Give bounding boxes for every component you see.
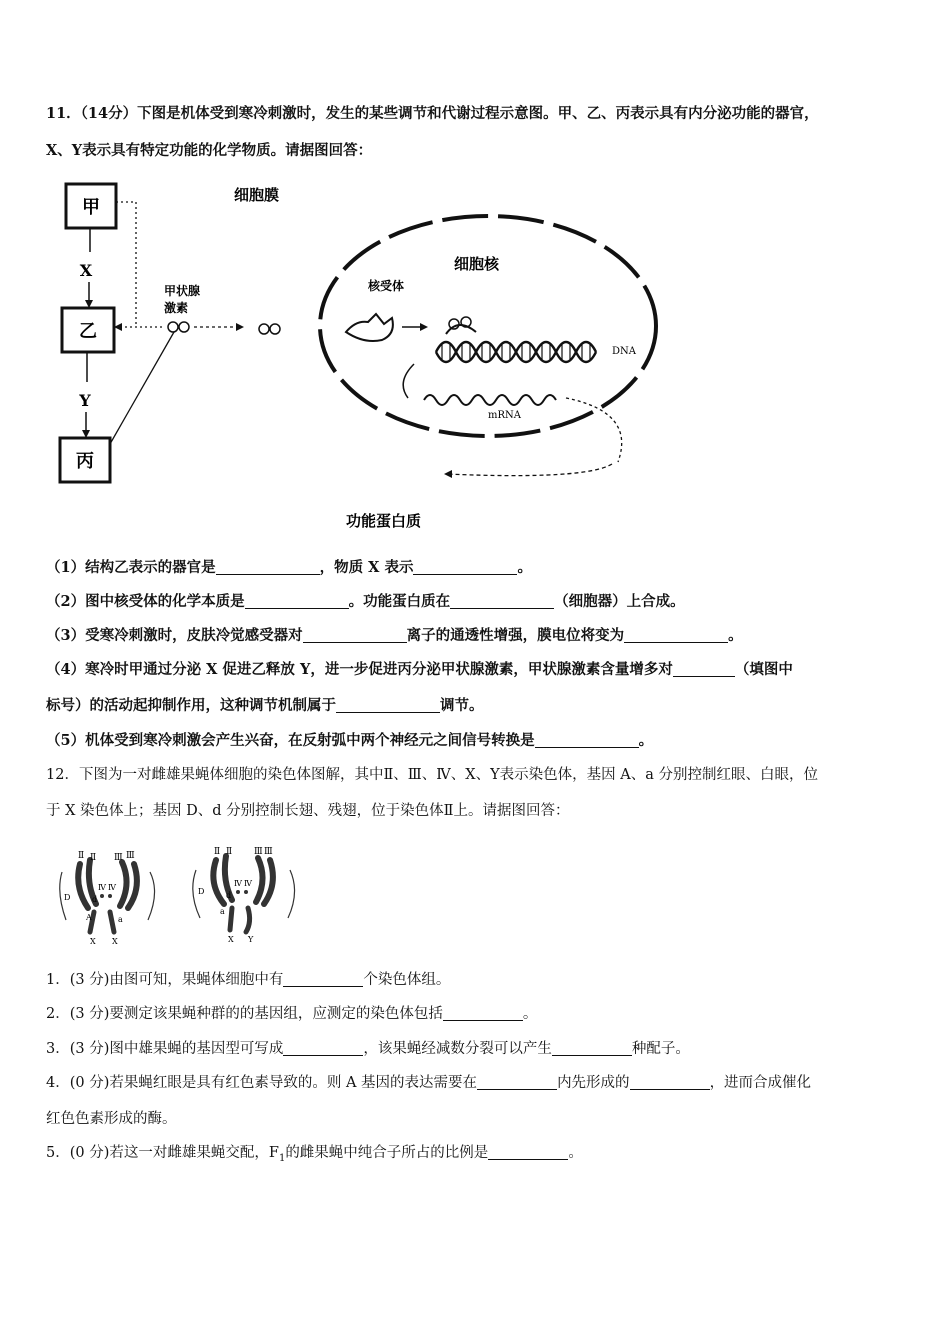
dna-helix	[436, 342, 596, 362]
female-label-X1: X	[90, 937, 96, 946]
q12-s1	[46, 970, 916, 990]
male-label-III-1: Ⅲ	[254, 847, 263, 857]
female-label-D: D	[64, 893, 71, 902]
q12-s1-blank1[interactable]	[283, 971, 363, 987]
q12-s5-blank1[interactable]	[488, 1144, 568, 1160]
label-y: Y	[79, 391, 91, 410]
female-label-X2: X	[112, 937, 118, 946]
q11-p5	[46, 731, 916, 751]
q11-p1-blank2[interactable]	[413, 559, 517, 575]
male-label-D: D	[198, 887, 205, 896]
male-label-X: X	[228, 935, 234, 944]
q12-s2-text-a: 2．(3 分)要测定该果蝇种群的的基因组，应测定的染色体包括	[46, 1006, 443, 1022]
label-x: X	[79, 261, 93, 280]
q12-s5	[46, 1143, 916, 1169]
q11-p2-blank2[interactable]	[450, 593, 554, 609]
male-label-II-1: Ⅱ	[214, 847, 221, 857]
q11-p1-text-c: 。	[517, 559, 532, 576]
q11-p5-blank1[interactable]	[535, 732, 639, 748]
q12-s5-text-c: 。	[568, 1145, 583, 1161]
male-karyotype	[193, 856, 295, 932]
q11-p4-blank1[interactable]	[673, 661, 735, 677]
q12-s4-text-b: 内先形成的	[557, 1075, 630, 1091]
male-label-d: d	[226, 891, 232, 900]
q11-p4-text-c: 标号）的活动起抑制作用，这种调节机制属于	[46, 697, 336, 714]
female-karyotype	[60, 860, 155, 932]
female-label-IV-1: Ⅳ	[98, 883, 106, 892]
q11-p3-text-c: 。	[728, 627, 743, 644]
male-label-IV-1: Ⅳ	[234, 879, 242, 888]
q11-p5-text-a: （5）机体受到寒冷刺激会产生兴奋，在反射弧中两个神经元之间信号转换是	[46, 732, 535, 749]
q12-s3-text-a: 3．(3 分)图中雄果蝇的基因型可写成	[46, 1041, 284, 1057]
q12-s4-line1	[46, 1073, 916, 1093]
q12-intro-line2: 于 X 染色体上；基因 D、d 分别控制长翅、残翅，位于染色体Ⅱ上。请据图回答：	[46, 803, 570, 819]
q12-s3-blank2[interactable]	[552, 1040, 632, 1056]
q11-intro-line2: X、Y表示具有特定功能的化学物质。请据图回答：	[46, 142, 373, 159]
q11-p1-blank1[interactable]	[216, 559, 320, 575]
hormone-label-2: 激素	[164, 301, 189, 315]
q11-p3-blank2[interactable]	[624, 627, 728, 643]
q12-s4-blank2[interactable]	[630, 1074, 710, 1090]
q12-s1-text-b: 个染色体组。	[363, 972, 451, 988]
q11-p2-text-a: （2）图中核受体的化学本质是	[46, 593, 245, 610]
q11-p4-line2	[46, 696, 916, 716]
female-label-II-2: Ⅱ	[90, 853, 97, 863]
hormone-label-1: 甲状腺	[164, 284, 201, 298]
q12-s1-text-a: 1．(3 分)由图可知，果蝇体细胞中有	[46, 972, 284, 988]
q12-s5-text-a: 5．(0 分)若这一对雌雄果蝇交配，F	[46, 1145, 279, 1161]
q11-p4-text-b: （填图中	[734, 661, 793, 678]
q12-s4-text-c: ，进而合成催化	[709, 1075, 812, 1091]
q11-intro-line1: 11．（14分）下图是机体受到寒冷刺激时，发生的某些调节和代谢过程示意图。甲、乙、丙表示具有内分泌功能的器官，	[46, 105, 819, 122]
q12-s4-line2: 红色色素形成的酶。	[46, 1111, 177, 1127]
q11-p2-text-b: 。功能蛋白质在	[348, 593, 451, 610]
q11-p3-blank1[interactable]	[303, 627, 407, 643]
receptor-label: 核受体	[368, 279, 405, 293]
q12-s2-text-b: 。	[522, 1006, 538, 1022]
q12-s3-blank1[interactable]	[283, 1040, 363, 1056]
male-label-Y: Y	[248, 935, 254, 944]
nucleus-label: 细胞核	[454, 255, 500, 273]
female-label-II-1: Ⅱ	[78, 851, 85, 861]
q11-p3-text-b: 离子的通透性增强，膜电位将变为	[406, 627, 625, 644]
q12-s2	[46, 1004, 916, 1024]
q12-s2-blank1[interactable]	[443, 1005, 523, 1021]
dna-label: DNA	[612, 346, 636, 357]
female-label-a: a	[118, 915, 123, 924]
q12-s3	[46, 1039, 916, 1059]
female-label-IV-2: Ⅳ	[108, 883, 116, 892]
q11-p2	[46, 592, 916, 612]
male-label-II-2: Ⅱ	[226, 847, 233, 857]
q12-s4-text-a: 4．(0 分)若果蝇红眼是具有红色素导致的。则 A 基因的表达需要在	[46, 1075, 478, 1091]
q11-p4-text-d: 调节。	[440, 697, 484, 714]
q12-s5-text-b: 的雌果蝇中纯合子所占的比例是	[285, 1145, 489, 1161]
q12-s4-blank1[interactable]	[477, 1074, 557, 1090]
q11-p2-blank1[interactable]	[245, 593, 349, 609]
female-label-III-1: Ⅲ	[114, 853, 123, 863]
q12-intro-line1: 12．下图为一对雌雄果蝇体细胞的染色体图解，其中Ⅱ、Ⅲ、Ⅳ、X、Y表示染色体，基因 A、a 分别控制红眼、白眼，位	[46, 767, 819, 783]
q11-p4-line1	[46, 660, 916, 680]
q12-s3-text-b: ，该果蝇经减数分裂可以产生	[363, 1041, 552, 1057]
mrna-label: mRNA	[488, 410, 521, 421]
q12-s5-subscript: 1	[278, 1152, 286, 1164]
male-label-III-2: Ⅲ	[264, 847, 273, 857]
male-label-a: a	[220, 907, 225, 916]
q11-p1-text-b: ，物质 X 表示	[319, 559, 414, 576]
box-jia-label: 甲	[82, 197, 100, 218]
box-yi-label: 乙	[79, 321, 97, 342]
cell-membrane	[320, 216, 656, 436]
q11-p2-text-c: （细胞器）上合成。	[554, 593, 685, 610]
q11-p4-text-a: （4）寒冷时甲通过分泌 X 促进乙释放 Y，进一步促进丙分泌甲状腺激素，甲状腺激素含量增多对	[46, 661, 673, 678]
q11-p5-text-b: 。	[638, 732, 654, 749]
functional-protein-label: 功能蛋白质	[346, 512, 422, 530]
q11-p4-blank2[interactable]	[336, 697, 440, 713]
q12-s3-text-c: 种配子。	[631, 1041, 690, 1057]
female-label-d: d	[92, 895, 98, 904]
q11-p1	[46, 558, 916, 578]
male-label-IV-2: Ⅳ	[244, 879, 252, 888]
female-label-A: A	[86, 913, 92, 922]
q11-p3	[46, 626, 916, 646]
q11-diagram	[46, 172, 686, 552]
female-label-III-2: Ⅲ	[126, 851, 135, 861]
mrna-strand	[424, 395, 556, 405]
q11-p3-text-a: （3）受寒冷刺激时，皮肤冷觉感受器对	[46, 627, 303, 644]
q12-chromosome-figure	[50, 842, 310, 952]
q11-p1-text-a: （1）结构乙表示的器官是	[46, 559, 216, 576]
cell-membrane-label: 细胞膜	[234, 186, 280, 204]
box-bing-label: 丙	[76, 451, 94, 472]
receptor-shape	[346, 314, 393, 341]
